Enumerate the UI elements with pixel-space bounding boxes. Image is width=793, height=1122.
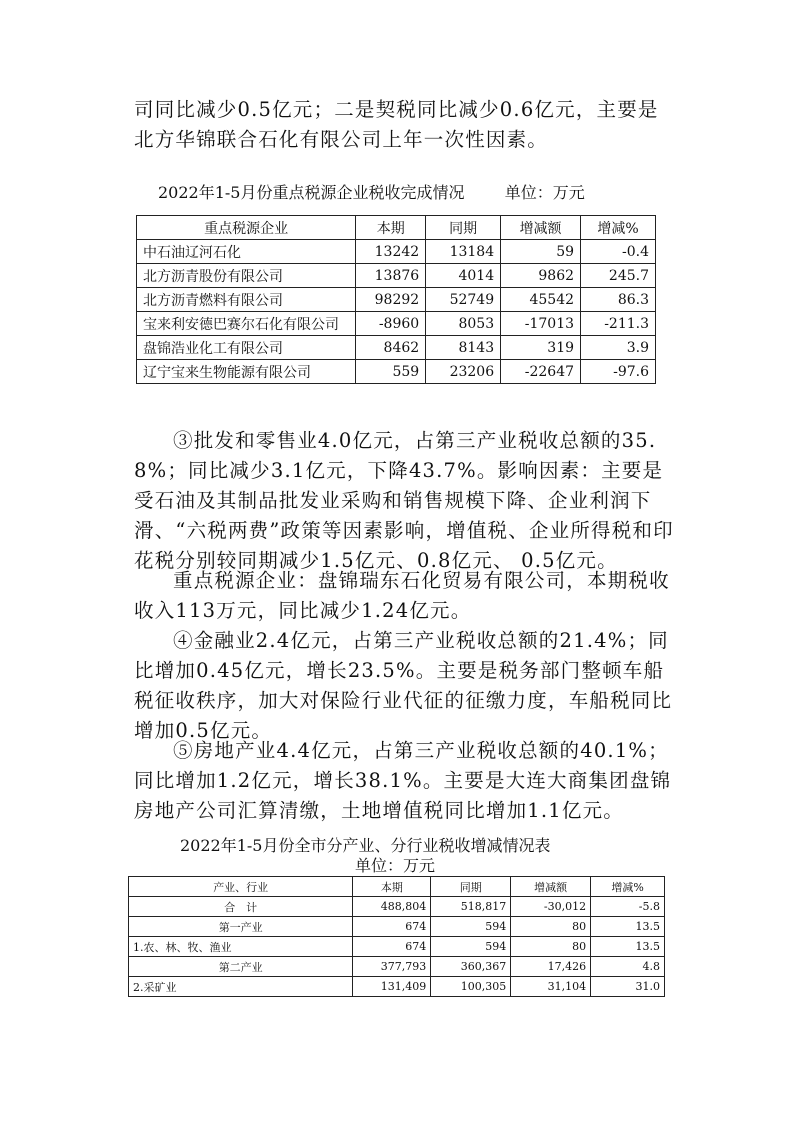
change-pct: 31.0 <box>591 977 665 997</box>
table2-unit: 单位：万元 <box>355 856 436 875</box>
enterprise-name: 宝来利安德巴赛尔石化有限公司 <box>137 312 356 336</box>
industry-name: 第一产业 <box>129 917 353 937</box>
industry-name: 1.农、林、牧、渔业 <box>129 937 353 957</box>
table-row <box>137 360 656 384</box>
change-pct: -0.4 <box>581 240 656 264</box>
change-value: 80 <box>511 937 591 957</box>
change-value: 80 <box>511 917 591 937</box>
change-value: 319 <box>501 336 581 360</box>
current-value: 559 <box>356 360 426 384</box>
current-value: 98292 <box>356 288 426 312</box>
header-prior: 同期 <box>426 216 501 240</box>
table-row <box>137 336 656 360</box>
table-row <box>129 957 665 977</box>
change-value: 45542 <box>501 288 581 312</box>
enterprise-name: 北方沥青燃料有限公司 <box>137 288 356 312</box>
change-pct: 4.8 <box>591 957 665 977</box>
table-row <box>137 240 656 264</box>
header-change-pct: 增减% <box>591 877 665 897</box>
change-value: -17013 <box>501 312 581 336</box>
paragraph-wholesale-retail: ③批发和零售业4.0亿元，占第三产业税收总额的35.8%；同比减少3.1亿元，下降43.7%。影响因素：主要是受石油及其制品批发业采购和销售规模下降、企业利润下滑、“六税两费”政策等因素影响，增值税、企业所得税和印花税分别较同期减少1.5亿元、0.8亿元、 0.5亿元。 <box>134 429 674 572</box>
change-value: 17,426 <box>511 957 591 977</box>
current-value: 8462 <box>356 336 426 360</box>
change-pct: -211.3 <box>581 312 656 336</box>
paragraph-finance: ④金融业2.4亿元，占第三产业税收总额的21.4%；同比增加0.45亿元，增长23.5%。主要是税务部门整顿车船税征收秩序，加大对保险行业代征的征缴力度，车船税同比增加0.5亿元。 <box>134 629 673 742</box>
header-current: 本期 <box>356 216 426 240</box>
prior-value: 100,305 <box>431 977 511 997</box>
industry-name: 2.采矿业 <box>129 977 353 997</box>
header-current: 本期 <box>353 877 431 897</box>
prior-value: 4014 <box>426 264 501 288</box>
table-row <box>129 897 665 917</box>
change-pct: 13.5 <box>591 917 665 937</box>
table-row <box>137 288 656 312</box>
paragraph-key-enterprise: 重点税源企业：盘锦瑞东石化贸易有限公司，本期税收收入113万元，同比减少1.24亿元。 <box>134 569 670 622</box>
table1-caption: 2022年1-5月份重点税源企业税收完成情况 <box>158 183 465 202</box>
current-value: 377,793 <box>353 957 431 977</box>
prior-value: 594 <box>431 937 511 957</box>
prior-value: 8053 <box>426 312 501 336</box>
current-value: 13242 <box>356 240 426 264</box>
table-header-row <box>129 877 665 897</box>
current-value: 488,804 <box>353 897 431 917</box>
table-header-row <box>137 216 656 240</box>
header-prior: 同期 <box>431 877 511 897</box>
header-change: 增减额 <box>511 877 591 897</box>
table-row <box>129 977 665 997</box>
table1-unit: 单位：万元 <box>504 183 585 202</box>
enterprise-name: 北方沥青股份有限公司 <box>137 264 356 288</box>
change-value: 59 <box>501 240 581 264</box>
enterprise-name: 辽宁宝来生物能源有限公司 <box>137 360 356 384</box>
change-pct: 86.3 <box>581 288 656 312</box>
table-row <box>129 937 665 957</box>
prior-value: 52749 <box>426 288 501 312</box>
current-value: 131,409 <box>353 977 431 997</box>
key-tax-enterprises-table <box>136 215 656 384</box>
table-row <box>137 264 656 288</box>
enterprise-name: 中石油辽河石化 <box>137 240 356 264</box>
enterprise-name: 盘锦浩业化工有限公司 <box>137 336 356 360</box>
paragraph-contract-tax: 司同比减少0.5亿元；二是契税同比减少0.6亿元，主要是北方华锦联合石化有限公司上年一次性因素。 <box>134 98 659 151</box>
current-value: 674 <box>353 917 431 937</box>
change-value: -22647 <box>501 360 581 384</box>
prior-value: 8143 <box>426 336 501 360</box>
prior-value: 13184 <box>426 240 501 264</box>
prior-value: 360,367 <box>431 957 511 977</box>
change-pct: 245.7 <box>581 264 656 288</box>
table-row <box>137 312 656 336</box>
header-change-pct: 增减% <box>581 216 656 240</box>
paragraph-real-estate: ⑤房地产业4.4亿元，占第三产业税收总额的40.1%；同比增加1.2亿元，增长38.1%。主要是大连大商集团盘锦房地产公司汇算清缴，土地增值税同比增加1.1亿元。 <box>134 739 672 822</box>
industry-name: 第二产业 <box>129 957 353 977</box>
header-change: 增减额 <box>501 216 581 240</box>
prior-value: 23206 <box>426 360 501 384</box>
current-value: 13876 <box>356 264 426 288</box>
change-value: 31,104 <box>511 977 591 997</box>
header-industry: 产业、行业 <box>129 877 353 897</box>
change-value: -30,012 <box>511 897 591 917</box>
change-pct: -5.8 <box>591 897 665 917</box>
table2-caption: 2022年1-5月份全市分产业、分行业税收增减情况表 <box>180 836 551 855</box>
current-value: -8960 <box>356 312 426 336</box>
change-pct: -97.6 <box>581 360 656 384</box>
prior-value: 518,817 <box>431 897 511 917</box>
current-value: 674 <box>353 937 431 957</box>
change-pct: 13.5 <box>591 937 665 957</box>
header-enterprise: 重点税源企业 <box>137 216 356 240</box>
table1-caption-line <box>158 183 585 203</box>
table-row <box>129 917 665 937</box>
change-value: 9862 <box>501 264 581 288</box>
industry-tax-table <box>128 876 665 997</box>
change-pct: 3.9 <box>581 336 656 360</box>
industry-name: 合 计 <box>129 897 353 917</box>
prior-value: 594 <box>431 917 511 937</box>
